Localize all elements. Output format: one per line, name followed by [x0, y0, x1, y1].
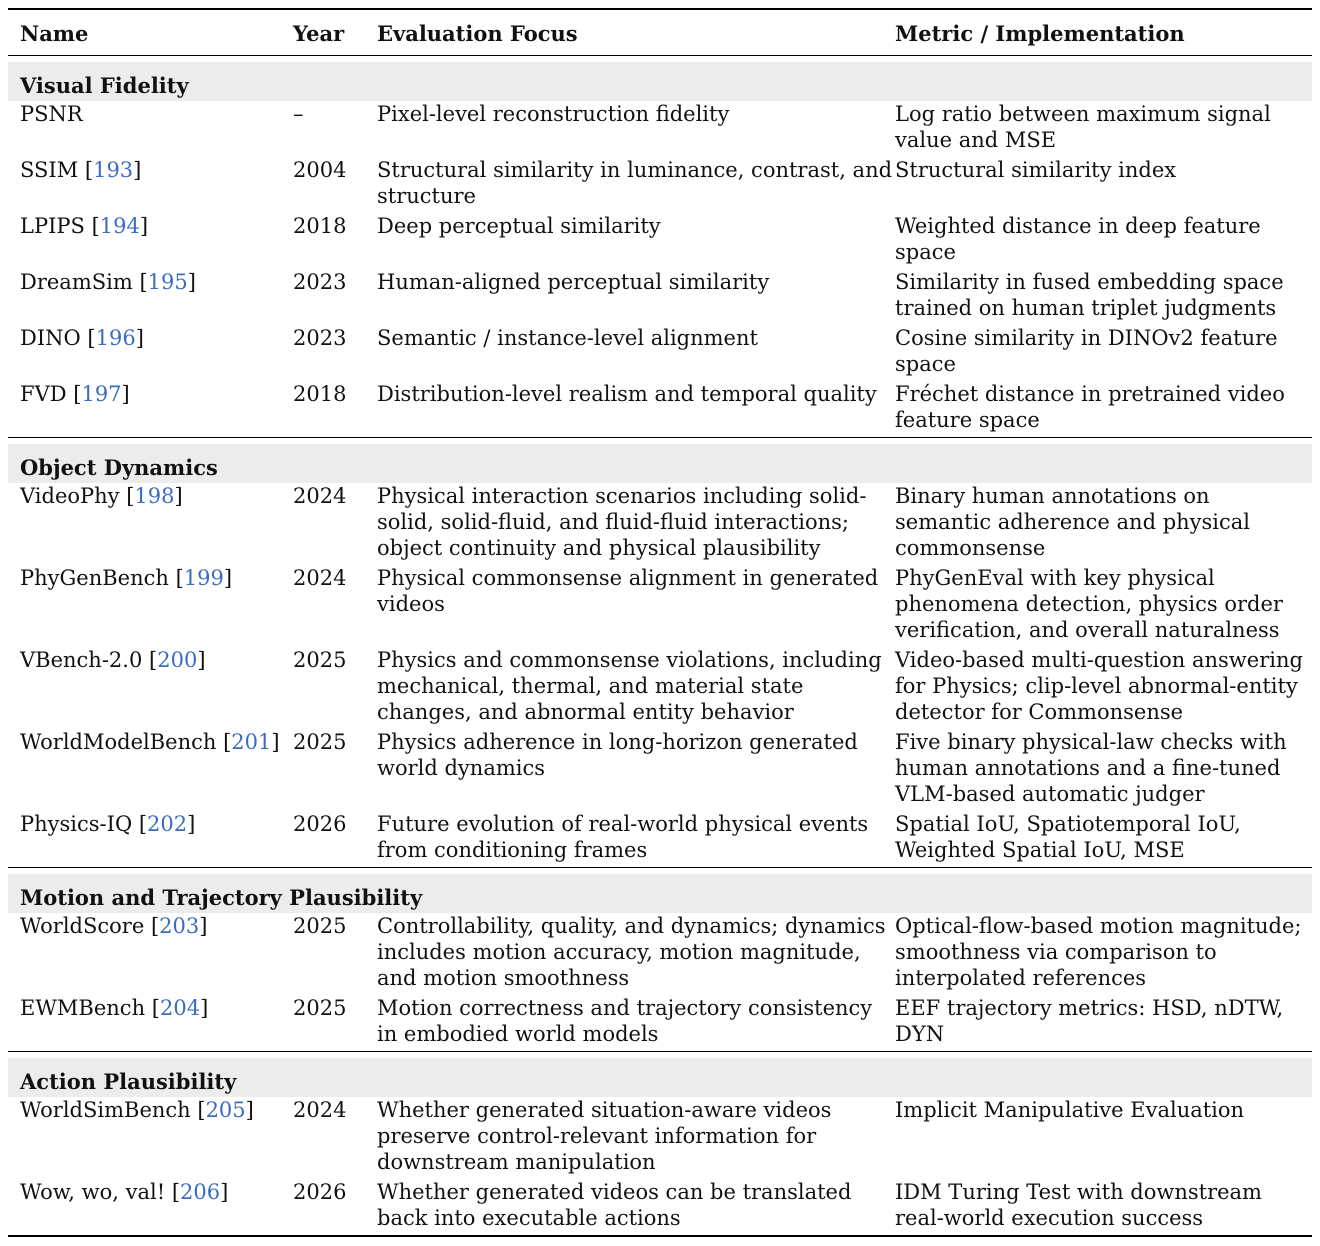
table-row: [8, 213, 1312, 269]
method-name: PhyGenBench: [20, 566, 169, 590]
cell-year: 2023: [293, 326, 347, 350]
method-name: Physics-IQ: [20, 812, 133, 836]
header-row: [8, 9, 1312, 56]
cell-year: 2018: [293, 214, 347, 238]
citation-link[interactable]: 201: [231, 730, 272, 754]
table-row: [8, 729, 1312, 811]
cell-metric: Implicit Manipulative Evaluation: [895, 1098, 1245, 1122]
table-row: [8, 1097, 1312, 1179]
section-title: Action Plausibility: [8, 1058, 1312, 1097]
benchmark-table: [8, 8, 1312, 1237]
citation-link[interactable]: 199: [183, 566, 224, 590]
cell-metric: EEF trajectory metrics: HSD, nDTW, DYN: [895, 996, 1284, 1046]
citation-link[interactable]: 203: [159, 914, 200, 938]
method-name: SSIM: [20, 158, 79, 182]
citation-link[interactable]: 204: [159, 996, 201, 1020]
cell-focus: Whether generated situation-aware videos preserve control-relevant information for downstream manipulation: [377, 1098, 832, 1174]
cell-focus: Physical commonsense alignment in generated videos: [377, 566, 879, 616]
cell-name: PhyGenBench [199]: [20, 566, 233, 590]
cell-focus: Motion correctness and trajectory consistency in embodied world models: [377, 996, 873, 1046]
cell-year: 2018: [293, 382, 347, 406]
cell-name: VideoPhy [198]: [20, 484, 183, 508]
citation-link[interactable]: 202: [147, 812, 188, 836]
method-name: LPIPS: [20, 214, 85, 238]
method-name: WorldScore: [20, 914, 145, 938]
header-focus: Evaluation Focus: [377, 21, 578, 46]
cell-name: WorldModelBench [201]: [20, 730, 280, 754]
cell-focus: Whether generated videos can be translated back into executable actions: [377, 1180, 852, 1230]
cell-metric: Spatial IoU, Spatiotemporal IoU, Weighted Spatial IoU, MSE: [895, 812, 1241, 862]
cell-metric: Fréchet distance in pretrained video feature space: [895, 382, 1285, 432]
cell-focus: Physics adherence in long-horizon generated world dynamics: [377, 730, 858, 780]
cell-year: 2025: [293, 914, 347, 938]
cell-year: 2026: [293, 812, 347, 836]
table-row: [8, 381, 1312, 438]
cell-metric: Log ratio between maximum signal value and MSE: [895, 102, 1271, 152]
cell-focus: Structural similarity in luminance, contrast, and structure: [377, 158, 893, 208]
method-name: FVD: [20, 382, 67, 406]
citation-link[interactable]: 193: [93, 158, 134, 182]
cell-focus: Controllability, quality, and dynamics; dynamics includes motion accuracy, motion magnitude, and motion smoothness: [377, 914, 886, 990]
cell-focus: Distribution-level realism and temporal quality: [377, 382, 877, 406]
cell-focus: Physics and commonsense violations, including mechanical, thermal, and material state changes, and abnormal entity behavior: [377, 648, 882, 724]
cell-focus: Semantic / instance-level alignment: [377, 326, 758, 350]
table-row: [8, 811, 1312, 868]
section-header-row: [8, 444, 1312, 483]
cell-year: 2004: [293, 158, 347, 182]
method-name: VBench-2.0: [20, 648, 143, 672]
cell-name: DreamSim [195]: [20, 270, 196, 294]
section-header-row: [8, 62, 1312, 101]
citation-link[interactable]: 198: [134, 484, 175, 508]
section-title: Object Dynamics: [8, 444, 1312, 483]
cell-focus: Future evolution of real-world physical events from conditioning frames: [377, 812, 869, 862]
cell-metric: Weighted distance in deep feature space: [895, 214, 1261, 264]
method-name: VideoPhy: [20, 484, 120, 508]
cell-name: [8, 101, 293, 157]
cell-year: 2023: [293, 270, 347, 294]
citation-link[interactable]: 194: [99, 214, 140, 238]
method-name: PSNR: [20, 102, 83, 126]
citation-link[interactable]: 206: [180, 1180, 221, 1204]
cell-year: 2025: [293, 730, 347, 754]
cell-metric: PhyGenEval with key physical phenomena detection, physics order verification, and overall naturalness: [895, 566, 1283, 642]
cell-name: LPIPS [194]: [20, 214, 149, 238]
cell-metric: Structural similarity index: [895, 158, 1177, 182]
cell-focus: Human-aligned perceptual similarity: [377, 270, 770, 294]
citation-link[interactable]: 196: [95, 326, 136, 350]
method-name: DINO: [20, 326, 81, 350]
citation-link[interactable]: 200: [157, 648, 198, 672]
table-bottom-rule: [8, 1236, 1312, 1237]
table-row: [8, 565, 1312, 647]
section-title: Motion and Trajectory Plausibility: [8, 874, 1312, 913]
method-name: DreamSim: [20, 270, 133, 294]
citation-link[interactable]: 205: [205, 1098, 246, 1122]
method-name: WorldModelBench: [20, 730, 217, 754]
table-row: [8, 995, 1312, 1052]
table-row: [8, 483, 1312, 565]
cell-year: 2025: [293, 648, 347, 672]
header-year: Year: [293, 21, 345, 46]
cell-focus: Pixel-level reconstruction fidelity: [377, 102, 730, 126]
header-metric: Metric / Implementation: [895, 21, 1185, 46]
cell-name: FVD [197]: [20, 382, 130, 406]
cell-name: Wow, wo, val! [206]: [20, 1180, 229, 1204]
method-name: EWMBench: [20, 996, 146, 1020]
section-title: Visual Fidelity: [8, 62, 1312, 101]
cell-name: WorldScore [203]: [20, 914, 208, 938]
cell-metric: Similarity in fused embedding space trained on human triplet judgments: [895, 270, 1284, 320]
header-name: Name: [20, 21, 89, 46]
section-header-row: [8, 874, 1312, 913]
cell-metric: Optical-flow-based motion magnitude; smoothness via comparison to interpolated references: [895, 914, 1302, 990]
cell-year: 2024: [293, 484, 347, 508]
cell-name: VBench-2.0 [200]: [20, 648, 206, 672]
cell-year: –: [293, 102, 304, 126]
cell-name: SSIM [193]: [20, 158, 142, 182]
cell-year: 2025: [293, 996, 347, 1020]
table-row: [8, 157, 1312, 213]
cell-metric: Five binary physical-law checks with human annotations and a fine-tuned VLM-based automatic judger: [895, 730, 1287, 806]
table-row: [8, 101, 1312, 157]
cell-year: 2026: [293, 1180, 347, 1204]
cell-metric: IDM Turing Test with downstream real-world execution success: [895, 1180, 1262, 1230]
table-row: [8, 647, 1312, 729]
cell-name: EWMBench [204]: [20, 996, 209, 1020]
table-row: [8, 913, 1312, 995]
section-header-row: [8, 1058, 1312, 1097]
table-header: [8, 9, 1312, 56]
table-row: [8, 269, 1312, 325]
table-row: [8, 1179, 1312, 1236]
cell-name: Physics-IQ [202]: [20, 812, 196, 836]
method-name: WorldSimBench: [20, 1098, 191, 1122]
citation-link[interactable]: 197: [81, 382, 122, 406]
method-name: Wow, wo, val!: [20, 1180, 166, 1204]
cell-year: 2024: [293, 566, 347, 590]
cell-metric: Binary human annotations on semantic adherence and physical commonsense: [895, 484, 1251, 560]
citation-link[interactable]: 195: [147, 270, 188, 294]
cell-name: WorldSimBench [205]: [20, 1098, 254, 1122]
cell-focus: Deep perceptual similarity: [377, 214, 661, 238]
cell-metric: Cosine similarity in DINOv2 feature space: [895, 326, 1278, 376]
table-body: [8, 56, 1312, 1238]
cell-year: 2024: [293, 1098, 347, 1122]
cell-metric: Video-based multi-question answering for Physics; clip-level abnormal-entity detector for Commonsense: [895, 648, 1303, 724]
cell-name: DINO [196]: [20, 326, 144, 350]
cell-focus: Physical interaction scenarios including solid-solid, solid-fluid, and fluid-fluid interactions; object continuity and physical plausibility: [377, 484, 867, 560]
table-row: [8, 325, 1312, 381]
